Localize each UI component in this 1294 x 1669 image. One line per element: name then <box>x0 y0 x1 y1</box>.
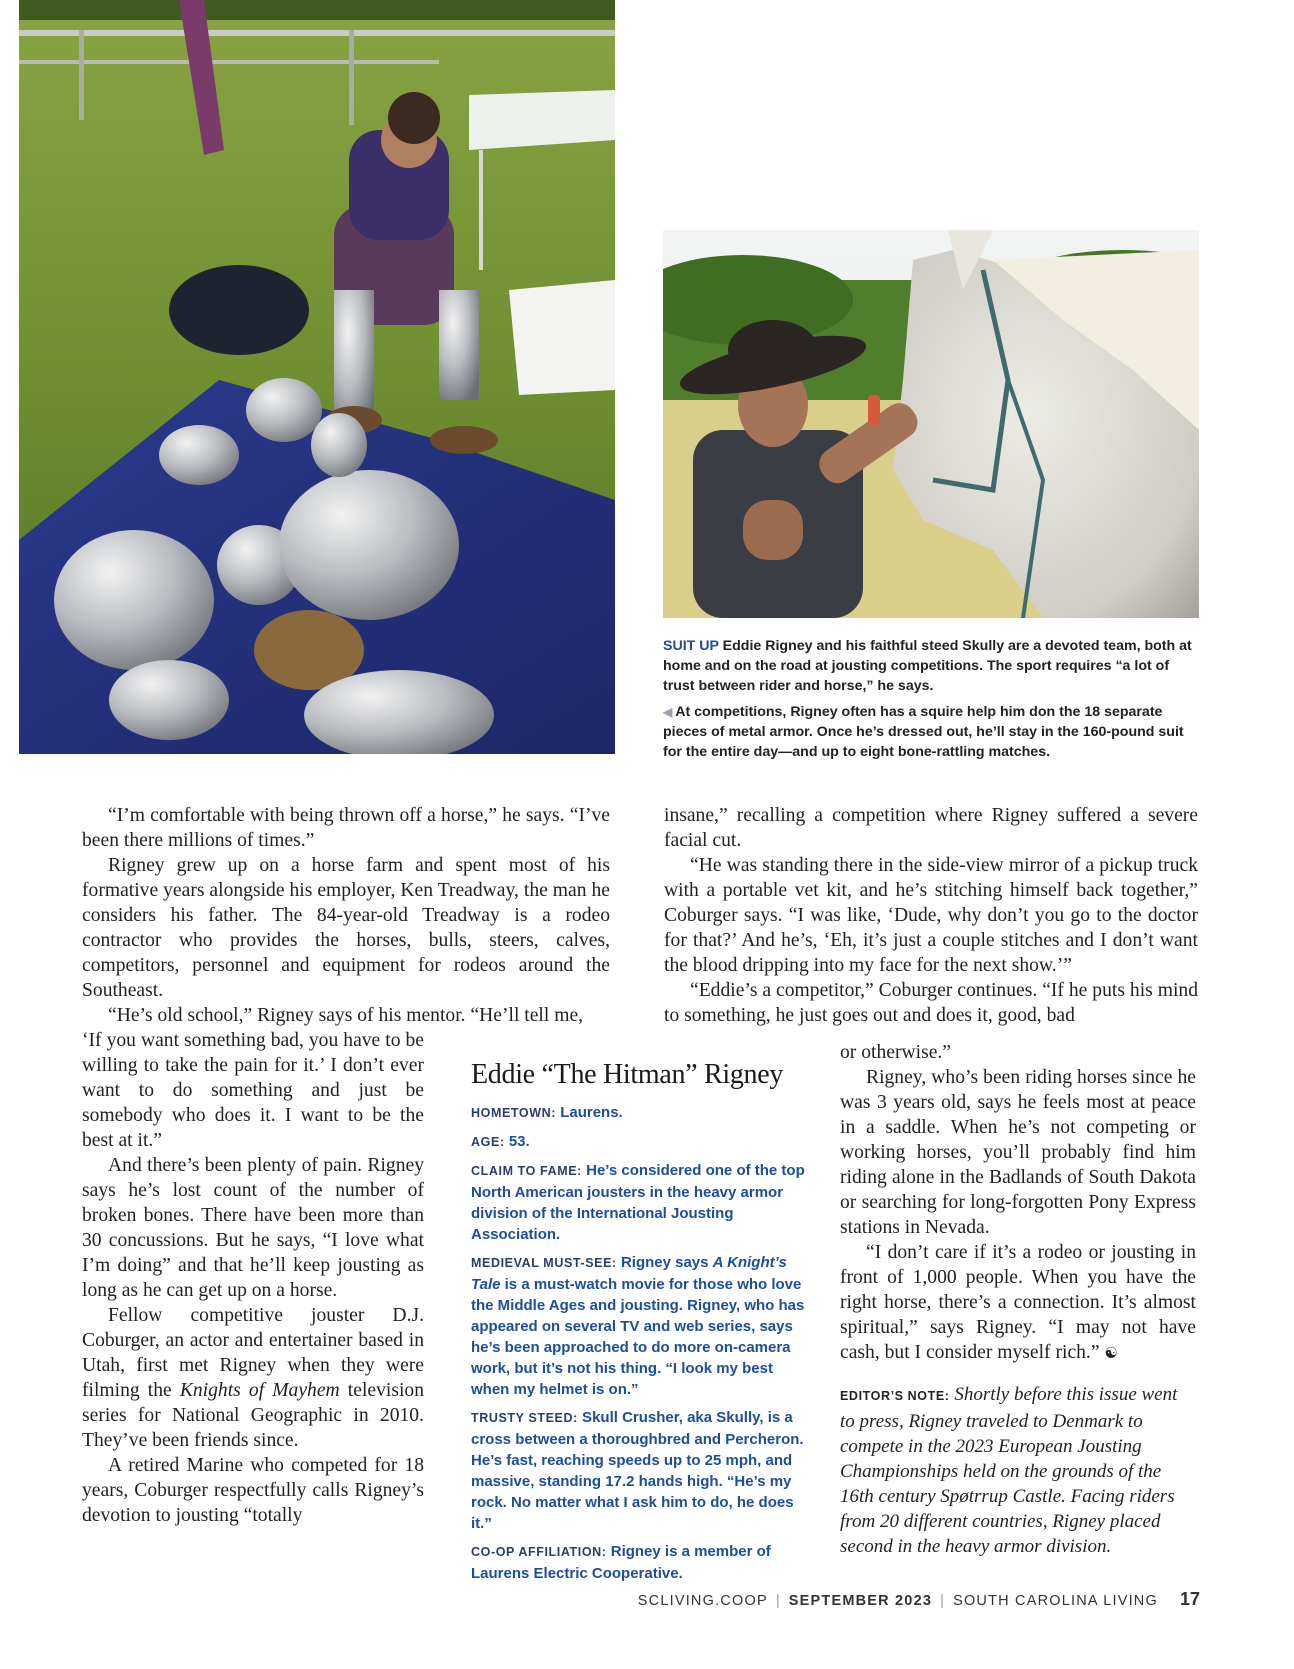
sidebar-value: 53. <box>504 1133 530 1150</box>
sidebar-hometown <box>471 1102 811 1124</box>
paragraph <box>840 1240 1196 1366</box>
sidebar-title: Eddie “The Hitman” Rigney <box>471 1059 784 1090</box>
photo-caption-armor <box>663 702 1203 762</box>
paragraph: A retired Marine who competed for 18 years, Coburger respectfully calls Rigney’s devotion to jousting “totally <box>82 1455 424 1526</box>
sidebar-value: Laurens. <box>556 1104 623 1121</box>
footer-separator: | <box>775 1593 781 1609</box>
column-narrow-section <box>82 1028 424 1528</box>
sidebar-label: AGE: <box>471 1135 505 1149</box>
caption-lead: SUIT UP <box>663 638 719 654</box>
editors-note <box>840 1382 1196 1559</box>
horse-photo <box>663 230 1199 618</box>
article-column-right-top <box>664 803 1198 1028</box>
sidebar-medieval-must-see <box>471 1252 811 1400</box>
paragraph: or otherwise.” <box>840 1042 951 1063</box>
caption-text: At competitions, Rigney often has a squire help him don the 18 separate pieces of metal armor. Once he’s dressed out, he’ll stay in the 160-pound suit for the entire day—and up to eight bone-rattling matches. <box>663 704 1184 760</box>
sidebar-claim-to-fame <box>471 1160 811 1245</box>
paragraph: ‘If you want something bad, you have to be willing to take the pain for it.’ I don’t ever want to do something and just be somebody who does it. I want to be the best at it.” <box>82 1030 424 1151</box>
footer-separator: | <box>940 1593 946 1609</box>
show-title: Knights of Mayhem <box>179 1380 340 1401</box>
paragraph: Rigney, who’s been riding horses since he was 3 years old, says he feels most at peace in a saddle. When he’s not competing or working horses, you’ll probably find him riding alone in the Badlands of South Dakota or searching for long-forgotten Pony Express stations in Nevada. <box>840 1067 1196 1238</box>
sidebar-label: MEDIEVAL MUST-SEE: <box>471 1256 617 1270</box>
paragraph: And there’s been plenty of pain. Rigney says he’s lost count of the number of broken bones. There have been more than 30 concussions. But he says, “I love what I’m doing” and that he’ll keep jousting as long as he can get up on a horse. <box>82 1155 424 1301</box>
paragraph <box>82 1303 424 1453</box>
paragraph: “He’s old school,” Rigney says of his mentor. “He’ll tell me, <box>108 1005 584 1026</box>
sidebar-trusty-steed <box>471 1407 811 1534</box>
sidebar-label: HOMETOWN: <box>471 1106 557 1120</box>
paragraph: “Eddie’s a competitor,” Coburger continues. “If he puts his mind to something, he just goes out and does it, good, bad <box>664 980 1198 1026</box>
text: “I don’t care if it’s a rodeo or jousting in front of 1,000 people. When you have the right horse, there’s a connection. It’s almost spiritual,” says Rigney. “I may not have cash, but I consider myself rich.” <box>840 1242 1196 1363</box>
sidebar-value: Skull Crusher, aka Skully, is a cross between a thoroughbred and Percheron. He’s fast, reaching speeds up to 25 mph, and massive, standing 17.2 hands high. “He’s my rock. No matter what I ask him to do, he does it.” <box>471 1409 804 1532</box>
sidebar-value: is a must-watch movie for those who love the Middle Ages and jousting. Rigney, who has appeared on several TV and web series, says he’s been approached to do more on-camera work, but it’s not his thing. “I look my best when my helmet is on.” <box>471 1276 805 1398</box>
paragraph: “He was standing there in the side-view mirror of a pickup truck with a portable vet kit, and he’s stitching himself back together,” Coburger says. “I was like, ‘Dude, why don’t you go to the doctor for that?’ And he’s, ‘Eh, it’s just a couple stitches and I don’t want the blood dripping into my face for the next show.’” <box>664 855 1198 976</box>
paragraph: “I’m comfortable with being thrown off a horse,” he says. “I’ve been there millions of times.” <box>82 805 610 851</box>
text: Fellow competitive jouster D.J. Coburger, an actor and entertainer based in Utah, first met Rigney when they were filming the <box>82 1305 424 1401</box>
horse-photo-illustration <box>663 230 1199 618</box>
movie-title: A Knight’s Tale <box>471 1254 787 1293</box>
sidebar-value: Rigney is a member of Laurens Electric Cooperative. <box>471 1543 771 1582</box>
page-footer <box>520 1589 1200 1610</box>
footer-site: SCLIVING.COOP <box>637 1593 768 1609</box>
text: television series for National Geographic in 2010. They’ve been friends since. <box>82 1380 424 1451</box>
page-number: 17 <box>1179 1589 1200 1609</box>
sidebar-label: CLAIM TO FAME: <box>471 1164 582 1178</box>
sidebar-label: CO-OP AFFILIATION: <box>471 1545 607 1559</box>
sidebar-value: He’s considered one of the top North American jousters in the heavy armor division of the International Jousting Association. <box>471 1162 805 1243</box>
paragraph: insane,” recalling a competition where Rigney suffered a severe facial cut. <box>664 805 1198 851</box>
caption-text: Eddie Rigney and his faithful steed Skully are a devoted team, both at home and on the road at jousting competitions. The sport requires “a lot of trust between rider and horse,” he says. <box>663 638 1192 694</box>
footer-magazine: SOUTH CAROLINA LIVING <box>953 1593 1158 1609</box>
editors-note-text: Shortly before this issue went to press, Rigney traveled to Denmark to compete in the 2023 European Jousting Championships held on the grounds of the 16th century Spøtrrup Castle. Facing riders from 20 different countries, Rigney placed second in the heavy armor division. <box>840 1384 1178 1557</box>
footer-issue: SEPTEMBER 2023 <box>788 1593 933 1609</box>
paragraph: Rigney grew up on a horse farm and spent most of his formative years alongside his employer, Ken Treadway, the man he considers his father. The 84-year-old Treadway is a rodeo contractor who provides the horses, bulls, steers, calves, competitors, personnel and equipment for rodeos around the Southeast. <box>82 855 610 1001</box>
article-column-right-bottom <box>840 1040 1196 1366</box>
armor-photo-illustration <box>19 0 615 754</box>
triangle-left-icon: ◀ <box>663 705 673 719</box>
end-mark-icon: ☯ <box>1104 1344 1118 1362</box>
armor-photo <box>19 0 615 754</box>
sidebar-coop-affiliation <box>471 1541 811 1584</box>
sidebar-value: Rigney says <box>616 1254 713 1271</box>
sidebar-age <box>471 1131 811 1153</box>
sidebar-label: TRUSTY STEED: <box>471 1411 578 1425</box>
photo-caption-suit-up <box>663 636 1203 696</box>
profile-sidebar <box>471 1058 811 1591</box>
editors-note-label: EDITOR’S NOTE: <box>840 1389 950 1403</box>
